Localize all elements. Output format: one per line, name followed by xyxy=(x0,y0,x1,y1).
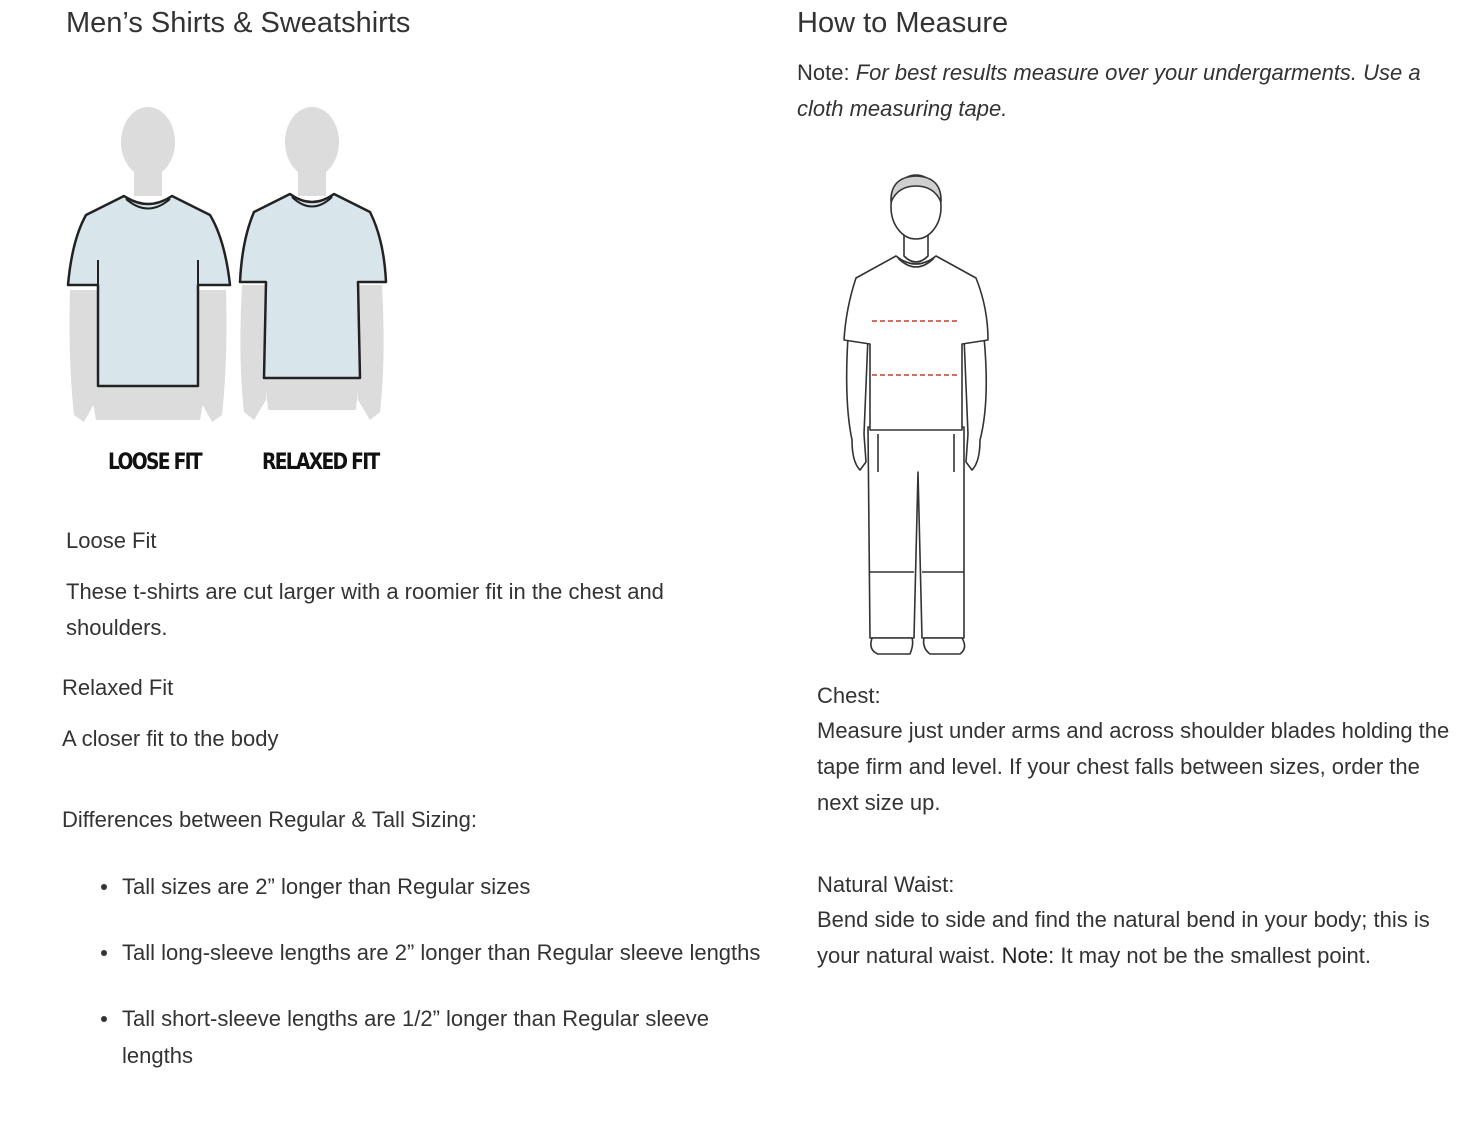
waist-note-label: Note: xyxy=(1001,943,1055,968)
loose-fit-heading: Loose Fit xyxy=(66,528,157,553)
list-item: Tall short-sleeve lengths are 1/2” longer than Regular sleeve lengths xyxy=(62,1000,762,1074)
loose-fit-figure xyxy=(68,107,230,422)
waist-heading: Natural Waist: xyxy=(817,872,955,897)
measuring-figure-illustration xyxy=(838,172,998,662)
chest-description: Measure just under arms and across shoulder blades holding the tape firm and level. If your chest falls between sizes, order the next size up. xyxy=(817,718,1450,815)
loose-fit-label: LOOSE FIT xyxy=(108,450,201,475)
relaxed-fit-label: RELAXED FIT xyxy=(262,450,379,475)
waist-description xyxy=(817,902,1467,974)
relaxed-fit-heading: Relaxed Fit xyxy=(62,675,174,700)
note-label: Note: xyxy=(797,60,850,85)
list-item: Tall long-sleeve lengths are 2” longer than Regular sleeve lengths xyxy=(62,934,762,971)
relaxed-fit-description: A closer fit to the body xyxy=(62,726,279,751)
list-item: Tall sizes are 2” longer than Regular sizes xyxy=(62,868,762,905)
differences-list xyxy=(62,868,762,1103)
differences-heading: Differences between Regular & Tall Sizing: xyxy=(62,807,477,832)
relaxed-fit-figure xyxy=(240,107,386,420)
page-title: Men’s Shirts & Sweatshirts xyxy=(66,7,411,39)
note-text: For best results measure over your undergarments. Use a cloth measuring tape. xyxy=(797,60,1421,121)
fit-comparison-illustration xyxy=(60,100,400,430)
waist-note-text: It may not be the smallest point. xyxy=(1060,943,1371,968)
measure-note xyxy=(797,55,1457,127)
waist-text: Bend side to side and find the natural bend in your body; this is your natural waist. xyxy=(817,907,1430,968)
chest-heading: Chest: xyxy=(817,683,881,708)
loose-fit-description: These t-shirts are cut larger with a roomier fit in the chest and shoulders. xyxy=(66,579,664,640)
measure-title: How to Measure xyxy=(797,7,1009,39)
